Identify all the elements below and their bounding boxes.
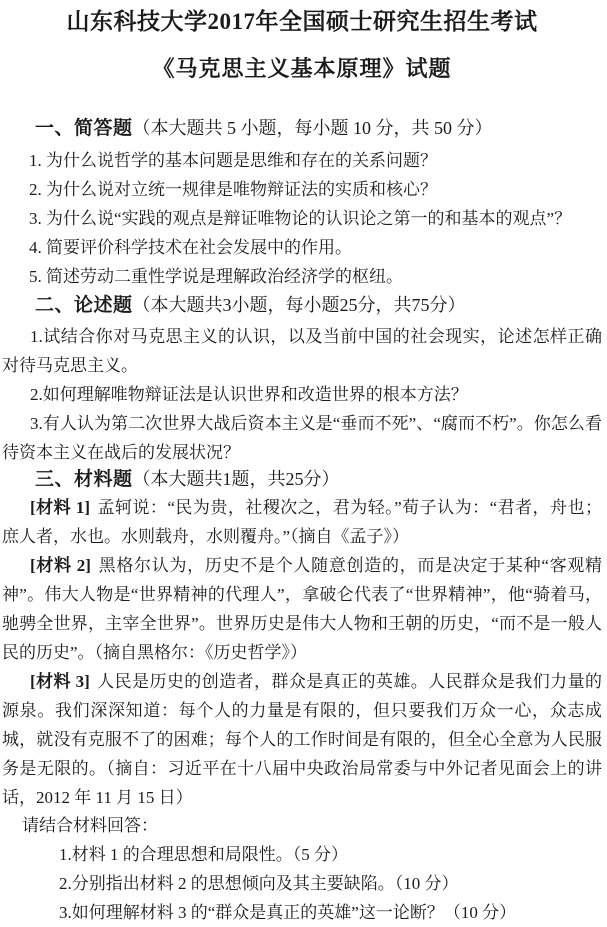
- section-1-question-2: 2. 为什么说对立统一规律是唯物辩证法的实质和核心？: [29, 180, 437, 199]
- section-2-label: 二、论述题: [35, 295, 133, 316]
- material-paragraph-2: [2, 551, 602, 667]
- section-2-question-1: 1.试结合你对马克思主义的认识，以及当前中国的社会现实，论述怎样正确对待马克思主义。: [2, 327, 602, 375]
- section-1-note: （本大题共 5 小题，每小题 10 分，共 50 分）: [132, 118, 493, 138]
- material-paragraph-1: [2, 493, 602, 551]
- exam-title: 山东科技大学2017年全国硕士研究生招生考试: [66, 9, 538, 34]
- section-3-question-list: [2, 840, 602, 927]
- material-2-text: 黑格尔认为，历史不是个人随意创造的，而是决定于某种“客观精神”。伟大人物是“世界精神的代理人”，拿破仑代表了“世界精神”，他“骑着马，驰骋全世界，主宰全世界”。世界历史是伟大人物和王朝的历史，“而不是一般人民的历史”。（摘自黑格尔：《历史哲学》）: [2, 556, 602, 662]
- material-3-label: [材料 3]: [30, 672, 90, 691]
- section-1-heading: [2, 116, 602, 141]
- section-3-note: （本大题共1题，共25分）: [132, 469, 340, 489]
- material-3-text: 人民是历史的创造者，群众是真正的英雄。人民群众是我们力量的源泉。我们深深知道：每个人的力量是有限的，但只要我们万众一心，众志成城，就没有克服不了的困难；每个人的工作时间是有限的，但全心全意为人民服务是无限的。（摘自：习近平在十八届中央政治局常委与中外记者见面会上的讲话，2012 年 11 月 15 日）: [2, 672, 602, 807]
- section-3-materials: [2, 493, 602, 812]
- material-paragraph-3: [2, 667, 602, 812]
- section-3-question-1: 1.材料 1 的合理思想和局限性。（5 分）: [59, 845, 348, 864]
- section-3-question-3: 3.如何理解材料 3 的“群众是真正的英雄”这一论断？（10 分）: [59, 903, 517, 922]
- section-2-question-2: 2.如何理解唯物辩证法是认识世界和改造世界的根本方法？: [30, 385, 468, 404]
- material-1-text: 孟轲说：“民为贵，社稷次之，君为轻。”荀子认为：“君者，舟也；庶人者，水也。水则载舟，水则覆舟。”（摘自《孟子》）: [2, 498, 602, 546]
- section-3-label: 三、材料题: [35, 469, 133, 490]
- section-2-question-3: 3.有人认为第二次世界大战后资本主义是“垂而不死”、“腐而不朽”。你怎么看待资本主义在战后的发展状况？: [2, 414, 602, 462]
- section-1-question-1: 1. 为什么说哲学的基本问题是思维和存在的关系问题？: [29, 151, 437, 170]
- material-1-label: [材料 1]: [30, 498, 90, 517]
- section-1-label: 一、简答题: [35, 118, 133, 139]
- section-2-question-list: [2, 322, 602, 467]
- section-1-question-3: 3. 为什么说“实践的观点是辩证唯物论的认识论之第一的和基本的观点”？: [29, 209, 572, 228]
- section-3-question-2: 2.分别指出材料 2 的思想倾向及其主要缺陷。（10 分）: [59, 874, 459, 893]
- section-1-question-5: 5. 简述劳动二重性学说是理解政治经济学的枢纽。: [29, 267, 403, 286]
- section-1-question-list: [2, 146, 602, 291]
- material-2-label: [材料 2]: [30, 556, 91, 575]
- section-1-question-4: 4. 简要评价科学技术在社会发展中的作用。: [29, 238, 352, 257]
- exam-subtitle: 《马克思主义基本原理》试题: [152, 56, 452, 81]
- section-2-note: （本大题共3小题，每小题25分，共75分）: [132, 295, 466, 315]
- section-2-heading: [2, 293, 602, 318]
- material-answer-prompt: 请结合材料回答：: [22, 816, 158, 835]
- section-3-heading: [2, 468, 602, 491]
